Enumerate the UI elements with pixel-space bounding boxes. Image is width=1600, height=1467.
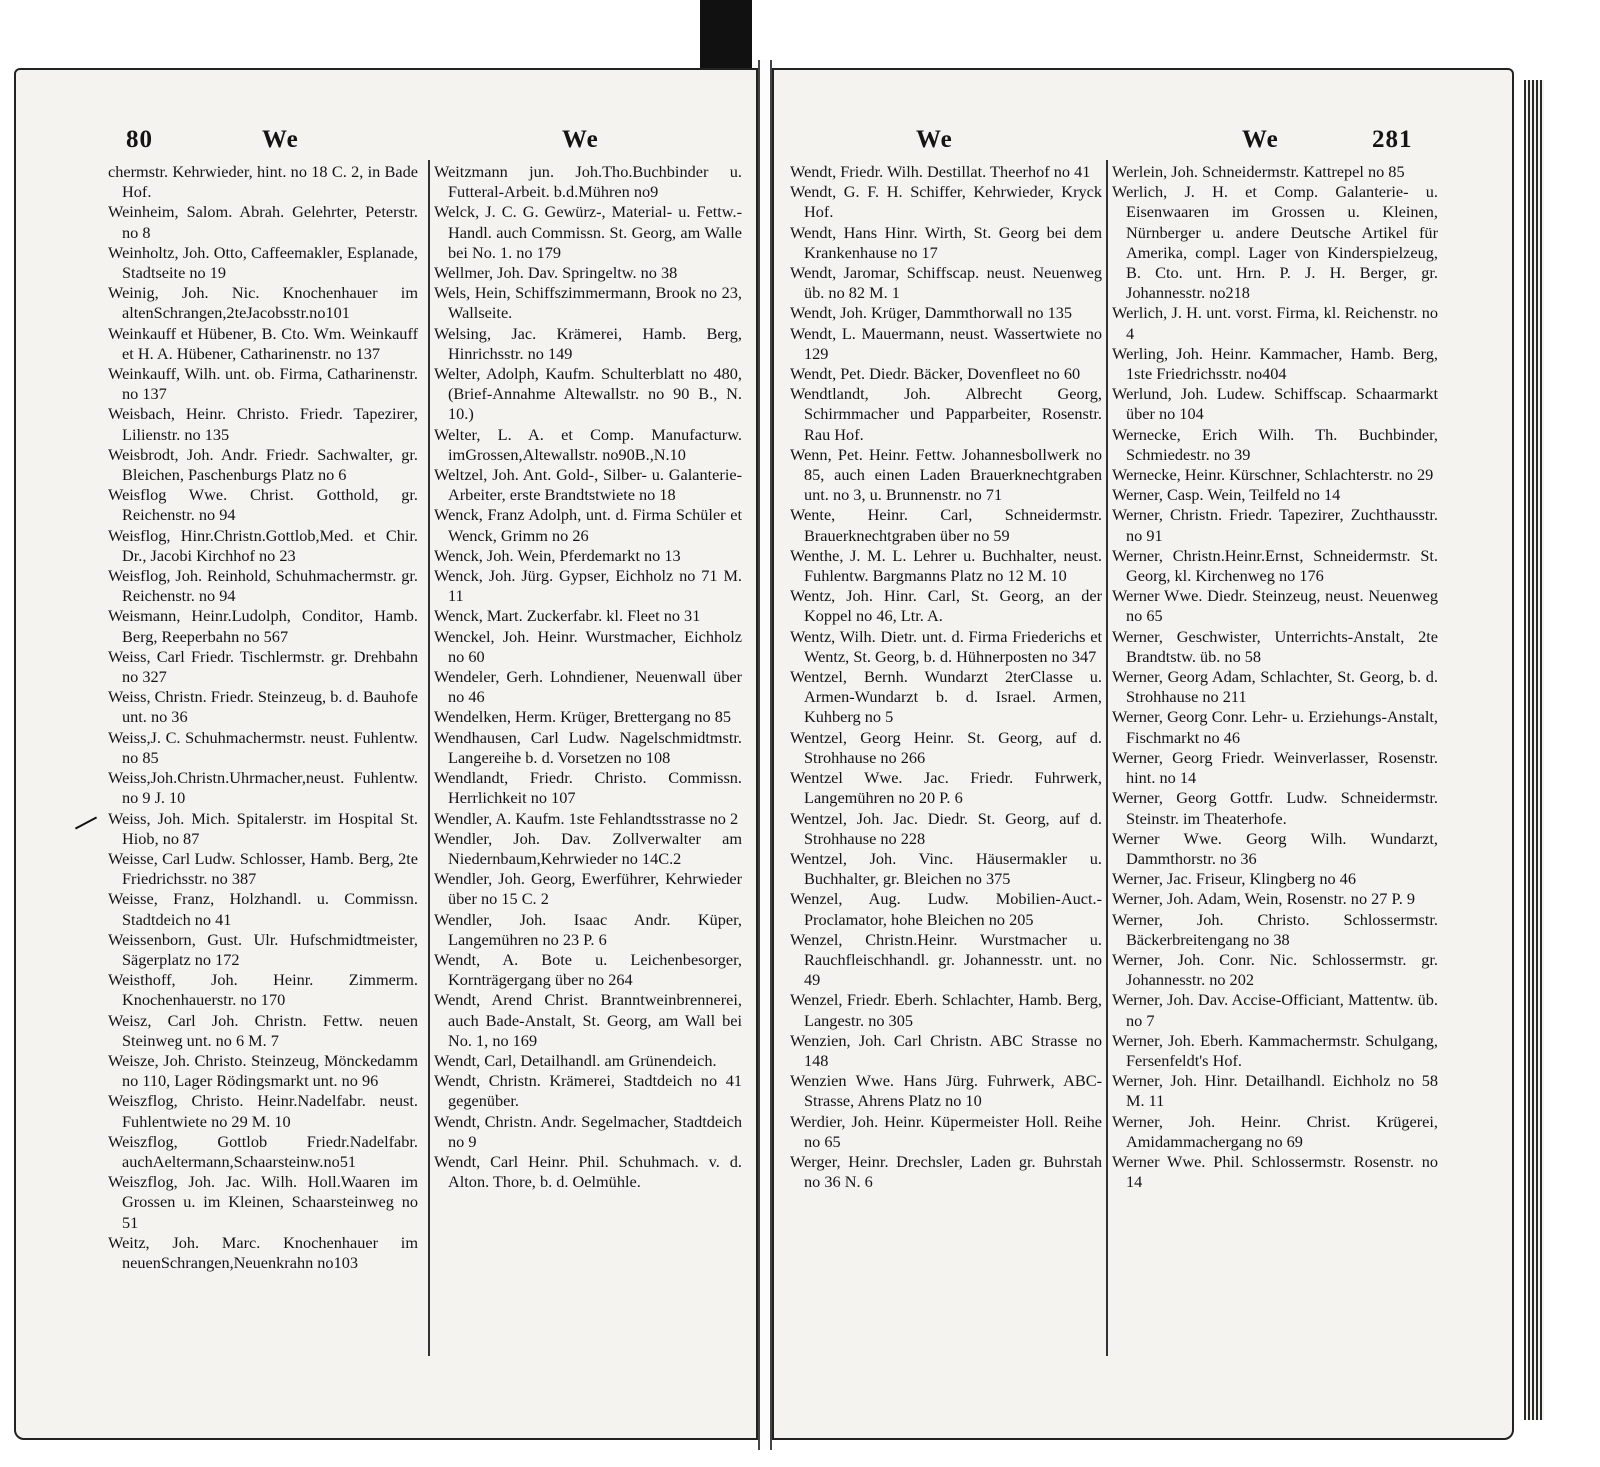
directory-entry: Werner, Georg Adam, Schlachter, St. Georg, b. d. Strohhause no 211 (1112, 667, 1438, 707)
directory-entry: Weisz, Carl Joh. Christn. Fettw. neuen Steinweg unt. no 6 M. 7 (108, 1010, 418, 1050)
column-divider (1106, 160, 1108, 1356)
directory-entry: Welter, Adolph, Kaufm. Schulterblatt no 480, (Brief-Annahme Altewallstr. no 90 B., N. 10.) (434, 364, 742, 424)
directory-entry: Werner, Jac. Friseur, Klingberg no 46 (1112, 869, 1356, 889)
directory-entry: Wenckel, Joh. Heinr. Wurstmacher, Eichholz no 60 (434, 626, 742, 666)
directory-entry: Wendlandt, Friedr. Christo. Commissn. Herrlichkeit no 107 (434, 768, 742, 808)
directory-entry: Weitz, Joh. Marc. Knochenhauer im neuenSchrangen,Neuenkrahn no103 (108, 1232, 418, 1272)
directory-entry: Werner Wwe. Diedr. Steinzeug, neust. Neuenweg no 65 (1112, 586, 1438, 626)
directory-entry: Wenthe, J. M. L. Lehrer u. Buchhalter, neust. Fuhlentw. Bargmanns Platz no 12 M. 10 (790, 545, 1102, 586)
directory-entry: Werner Wwe. Georg Wilh. Wundarzt, Dammthorstr. no 36 (1112, 828, 1438, 868)
directory-entry: Weiss,Joh.Christn.Uhrmacher,neust. Fuhlentw. no 9 J. 10 (108, 768, 418, 808)
directory-entry: Weiss, Christn. Friedr. Steinzeug, b. d. Bauhofe unt. no 36 (108, 687, 418, 727)
directory-entry: Wentzel, Georg Heinr. St. Georg, auf d. Strohhause no 266 (790, 727, 1102, 767)
directory-entry: Weiszflog, Joh. Jac. Wilh. Holl.Waaren im Grossen u. im Kleinen, Schaarsteinweg no 51 (108, 1172, 418, 1232)
directory-entry: Wernecke, Erich Wilh. Th. Buchbinder, Schmiedestr. no 39 (1112, 424, 1438, 464)
directory-entry: Werner, Joh. Dav. Accise-Officiant, Mattentw. üb. no 7 (1112, 990, 1438, 1030)
column-divider (428, 160, 430, 1356)
directory-entry: Wentzel Wwe. Jac. Friedr. Fuhrwerk, Langemühren no 20 P. 6 (790, 768, 1102, 808)
directory-entry: Weisthoff, Joh. Heinr. Zimmerm. Knochenhauerstr. no 170 (108, 970, 418, 1010)
directory-entry: Weinkauff et Hübener, B. Cto. Wm. Weinkauff et H. A. Hübener, Catharinenstr. no 137 (108, 323, 418, 363)
directory-entry: Werner, Christn. Friedr. Tapezirer, Zuchthausstr. no 91 (1112, 505, 1438, 545)
directory-entry: Weissenborn, Gust. Ulr. Hufschmidtmeister, Sägerplatz no 172 (108, 929, 418, 969)
directory-entry: Weisflog, Hinr.Christn.Gottlob,Med. et Chir. Dr., Jacobi Kirchhof no 23 (108, 525, 418, 565)
directory-entry: Wenzel, Friedr. Eberh. Schlachter, Hamb. Berg, Langestr. no 305 (790, 990, 1102, 1030)
directory-entry: Welck, J. C. G. Gewürz-, Material- u. Fettw.-Handl. auch Commissn. St. Georg, am Walle bei No. 1. no 179 (434, 202, 742, 262)
directory-entry: Wenzien Wwe. Hans Jürg. Fuhrwerk, ABC-Strasse, Ahrens Platz no 10 (790, 1071, 1102, 1111)
column-3 (790, 162, 1102, 1192)
directory-entry: Weisbach, Heinr. Christo. Friedr. Tapezirer, Lilienstr. no 135 (108, 404, 418, 444)
directory-entry: Werner, Georg Conr. Lehr- u. Erziehungs-Anstalt, Fischmarkt no 46 (1112, 707, 1438, 747)
directory-entry: Werner, Joh. Conr. Nic. Schlossermstr. gr. Johannesstr. no 202 (1112, 949, 1438, 990)
directory-entry: Wentzel, Bernh. Wundarzt 2terClasse u. Armen-Wundarzt b. d. Israel. Armen, Kuhberg no 5 (790, 667, 1102, 727)
directory-entry: Weisse, Carl Ludw. Schlosser, Hamb. Berg, 2te Friedrichsstr. no 387 (108, 848, 418, 889)
column-4 (1112, 162, 1438, 1192)
directory-entry: Weiszflog, Gottlob Friedr.Nadelfabr. auchAeltermann,Schaarsteinw.no51 (108, 1131, 418, 1171)
directory-entry: Wendhausen, Carl Ludw. Nagelschmidtmstr. Langereihe b. d. Vorsetzen no 108 (434, 727, 742, 767)
binder-clip (700, 0, 752, 70)
directory-entry: Welter, L. A. et Comp. Manufacturw. imGrossen,Altewallstr. no90B.,N.10 (434, 424, 742, 464)
directory-entry: Weismann, Heinr.Ludolph, Conditor, Hamb. Berg, Reeperbahn no 567 (108, 606, 418, 646)
directory-entry: Wendt, G. F. H. Schiffer, Kehrwieder, Kryck Hof. (790, 182, 1102, 222)
directory-entry: Wendler, Joh. Dav. Zollverwalter am Niedernbaum,Kehrwieder no 14C.2 (434, 828, 742, 868)
directory-entry: Wendler, Joh. Isaac Andr. Küper, Langemühren no 23 P. 6 (434, 909, 742, 949)
directory-entry: Wenzien, Joh. Carl Christn. ABC Strasse no 148 (790, 1030, 1102, 1070)
directory-entry: Werger, Heinr. Drechsler, Laden gr. Buhrstah no 36 N. 6 (790, 1151, 1102, 1192)
directory-entry: Werling, Joh. Heinr. Kammacher, Hamb. Berg, 1ste Friedrichsstr. no404 (1112, 343, 1438, 384)
directory-entry: Wellmer, Joh. Dav. Springeltw. no 38 (434, 263, 678, 283)
directory-entry: Wendler, Joh. Georg, Ewerführer, Kehrwieder über no 15 C. 2 (434, 869, 742, 909)
directory-entry: Werdier, Joh. Heinr. Küpermeister Holl. Reihe no 65 (790, 1111, 1102, 1151)
directory-entry: Weisflog Wwe. Christ. Gotthold, gr. Reichenstr. no 94 (108, 485, 418, 525)
directory-entry: Weisbrodt, Joh. Andr. Friedr. Sachwalter, gr. Bleichen, Paschenburgs Platz no 6 (108, 444, 418, 485)
directory-entry: Welsing, Jac. Krämerei, Hamb. Berg, Hinrichsstr. no 149 (434, 323, 742, 363)
directory-entry: Wendt, Friedr. Wilh. Destillat. Theerhof no 41 (790, 162, 1091, 181)
directory-entry: Werner, Georg Friedr. Weinverlasser, Rosenstr. hint. no 14 (1112, 747, 1438, 788)
directory-entry: Wendeler, Gerh. Lohndiener, Neuenwall über no 46 (434, 667, 742, 707)
directory-entry: Wendt, Jaromar, Schiffscap. neust. Neuenweg üb. no 82 M. 1 (790, 263, 1102, 303)
directory-entry: Wendt, Christn. Andr. Segelmacher, Stadtdeich no 9 (434, 1111, 742, 1151)
directory-entry: Werner, Joh. Heinr. Christ. Krügerei, Amidammachergang no 69 (1112, 1111, 1438, 1151)
directory-entry: Wendt, Pet. Diedr. Bäcker, Dovenfleet no 60 (790, 364, 1081, 384)
directory-entry: Weiss, Joh. Mich. Spitalerstr. im Hospital St. Hiob, no 87 (108, 808, 418, 848)
left-col1-header: We (262, 126, 299, 153)
directory-entry: Wendt, Carl, Detailhandl. am Grünendeich. (434, 1050, 717, 1070)
directory-entry: Werlein, Joh. Schneidermstr. Kattrepel no 85 (1112, 162, 1405, 181)
directory-entry: Wendelken, Herm. Krüger, Brettergang no 85 (434, 707, 732, 727)
right-col1-header: We (916, 126, 953, 153)
directory-entry: Werner, Joh. Adam, Wein, Rosenstr. no 27 P. 9 (1112, 889, 1416, 909)
directory-entry: Wendt, Hans Hinr. Wirth, St. Georg bei dem Krankenhause no 17 (790, 222, 1102, 262)
directory-entry: Wenzel, Aug. Ludw. Mobilien-Auct.-Proclamator, hohe Bleichen no 205 (790, 889, 1102, 929)
column-1 (108, 162, 418, 1273)
directory-entry: Wendt, Carl Heinr. Phil. Schuhmach. v. d. Alton. Thore, b. d. Oelmühle. (434, 1151, 742, 1192)
directory-entry: Weisze, Joh. Christo. Steinzeug, Mönckedamm no 110, Lager Rödingsmarkt unt. no 96 (108, 1050, 418, 1091)
directory-entry: Weiss, Carl Friedr. Tischlermstr. gr. Drehbahn no 327 (108, 646, 418, 687)
directory-entry: Werner, Georg Gottfr. Ludw. Schneidermstr. Steinstr. im Theaterhofe. (1112, 788, 1438, 828)
page-edges (1524, 80, 1544, 1420)
directory-entry: Werner, Christn.Heinr.Ernst, Schneidermstr. St. Georg, kl. Kirchenweg no 176 (1112, 545, 1438, 586)
directory-entry: Weisse, Franz, Holzhandl. u. Commissn. Stadtdeich no 41 (108, 889, 418, 929)
directory-entry: Werner, Joh. Hinr. Detailhandl. Eichholz no 58 M. 11 (1112, 1071, 1438, 1111)
directory-entry: Wendt, Christn. Krämerei, Stadtdeich no 41 gegenüber. (434, 1071, 742, 1111)
directory-entry: Wenn, Pet. Heinr. Fettw. Johannesbollwerk no 85, auch einen Laden Brauerknechtgraben unt. no 3, u. Brunnenstr. no 71 (790, 444, 1102, 505)
directory-entry: Werlund, Joh. Ludew. Schiffscap. Schaarmarkt über no 104 (1112, 384, 1438, 424)
directory-entry: Wenck, Mart. Zuckerfabr. kl. Fleet no 31 (434, 606, 701, 626)
directory-entry: Wendtlandt, Joh. Albrecht Georg, Schirmmacher und Papparbeiter, Rosenstr. Rau Hof. (790, 384, 1102, 444)
directory-entry: Wentz, Wilh. Dietr. unt. d. Firma Friederichs et Wentz, St. Georg, b. d. Hühnerposten no 347 (790, 626, 1102, 666)
directory-entry: Wenck, Joh. Jürg. Gypser, Eichholz no 71 M. 11 (434, 566, 742, 606)
directory-entry: Weiszflog, Christo. Heinr.Nadelfabr. neust. Fuhlentwiete no 29 M. 10 (108, 1091, 418, 1131)
directory-entry: Werner, Joh. Christo. Schlossermstr. Bäckerbreitengang no 38 (1112, 909, 1438, 949)
directory-entry: Weinholtz, Joh. Otto, Caffeemakler, Esplanade, Stadtseite no 19 (108, 242, 418, 283)
directory-entry: Wentz, Joh. Hinr. Carl, St. Georg, an der Koppel no 46, Ltr. A. (790, 586, 1102, 626)
directory-entry: Weltzel, Joh. Ant. Gold-, Silber- u. Galanterie-Arbeiter, erste Brandtstwiete no 18 (434, 465, 742, 505)
directory-entry: Weisflog, Joh. Reinhold, Schuhmachermstr. gr. Reichenstr. no 94 (108, 566, 418, 606)
directory-entry: Werlich, J. H. et Comp. Galanterie- u. Eisenwaaren im Grossen u. Kleinen, Nürnberger u. andere Deutsche Artikel für Amerika, compl. Lager von Kinderspielzeug, B. Cto. unt. Hrn. P. J. H. Berger, gr. Johannesstr. no218 (1112, 182, 1438, 303)
directory-entry: Wenzel, Christn.Heinr. Wurstmacher u. Rauchfleischhandl. gr. Johannesstr. unt. no 49 (790, 929, 1102, 990)
directory-entry: Weinkauff, Wilh. unt. ob. Firma, Catharinenstr. no 137 (108, 364, 418, 404)
directory-entry: Werner, Geschwister, Unterrichts-Anstalt, 2te Brandtstw. üb. no 58 (1112, 626, 1438, 666)
directory-entry: Wenck, Joh. Wein, Pferdemarkt no 13 (434, 545, 681, 565)
directory-entry: Wendt, A. Bote u. Leichenbesorger, Kornträgergang über no 264 (434, 949, 742, 990)
directory-entry: Werner, Casp. Wein, Teilfeld no 14 (1112, 485, 1341, 505)
book-spine (758, 60, 772, 1450)
directory-entry: chermstr. Kehrwieder, hint. no 18 C. 2, in Bade Hof. (108, 162, 418, 202)
directory-entry: Wentzel, Joh. Vinc. Häusermakler u. Buchhalter, gr. Bleichen no 375 (790, 848, 1102, 889)
directory-entry: Werner, Joh. Eberh. Kammachermstr. Schulgang, Fersenfeldt's Hof. (1112, 1030, 1438, 1070)
directory-entry: Wernecke, Heinr. Kürschner, Schlachterstr. no 29 (1112, 465, 1434, 485)
directory-entry: Weitzmann jun. Joh.Tho.Buchbinder u. Futteral-Arbeit. b.d.Mühren no9 (434, 162, 742, 202)
directory-entry: Wente, Heinr. Carl, Schneidermstr. Brauerknechtgraben über no 59 (790, 505, 1102, 545)
directory-entry: Wels, Hein, Schiffszimmermann, Brook no 23, Wallseite. (434, 283, 742, 323)
left-page-number: 80 (126, 126, 153, 153)
right-col2-header: We (1242, 126, 1279, 153)
directory-entry: Werlich, J. H. unt. vorst. Firma, kl. Reichenstr. no 4 (1112, 303, 1438, 343)
right-page-number: 281 (1372, 126, 1413, 153)
directory-entry: Wendt, Joh. Krüger, Dammthorwall no 135 (790, 303, 1073, 323)
directory-entry: Wendt, Arend Christ. Branntweinbrennerei, auch Bade-Anstalt, St. Georg, am Wall bei No. 1, no 169 (434, 990, 742, 1050)
directory-entry: Wendt, L. Mauermann, neust. Wassertwiete no 129 (790, 323, 1102, 363)
directory-entry: Weinig, Joh. Nic. Knochenhauer im altenSchrangen,2teJacobsstr.no101 (108, 283, 418, 323)
left-col2-header: We (562, 126, 599, 153)
directory-entry: Weinheim, Salom. Abrah. Gelehrter, Peterstr. no 8 (108, 202, 418, 242)
directory-entry: Werner Wwe. Phil. Schlossermstr. Rosenstr. no 14 (1112, 1151, 1438, 1192)
directory-entry: Wenck, Franz Adolph, unt. d. Firma Schüler et Wenck, Grimm no 26 (434, 505, 742, 545)
column-2 (434, 162, 742, 1192)
directory-entry: Wentzel, Joh. Jac. Diedr. St. Georg, auf d. Strohhause no 228 (790, 808, 1102, 848)
directory-entry: Weiss,J. C. Schuhmachermstr. neust. Fuhlentw. no 85 (108, 727, 418, 767)
directory-entry: Wendler, A. Kaufm. 1ste Fehlandtsstrasse no 2 (434, 808, 739, 828)
